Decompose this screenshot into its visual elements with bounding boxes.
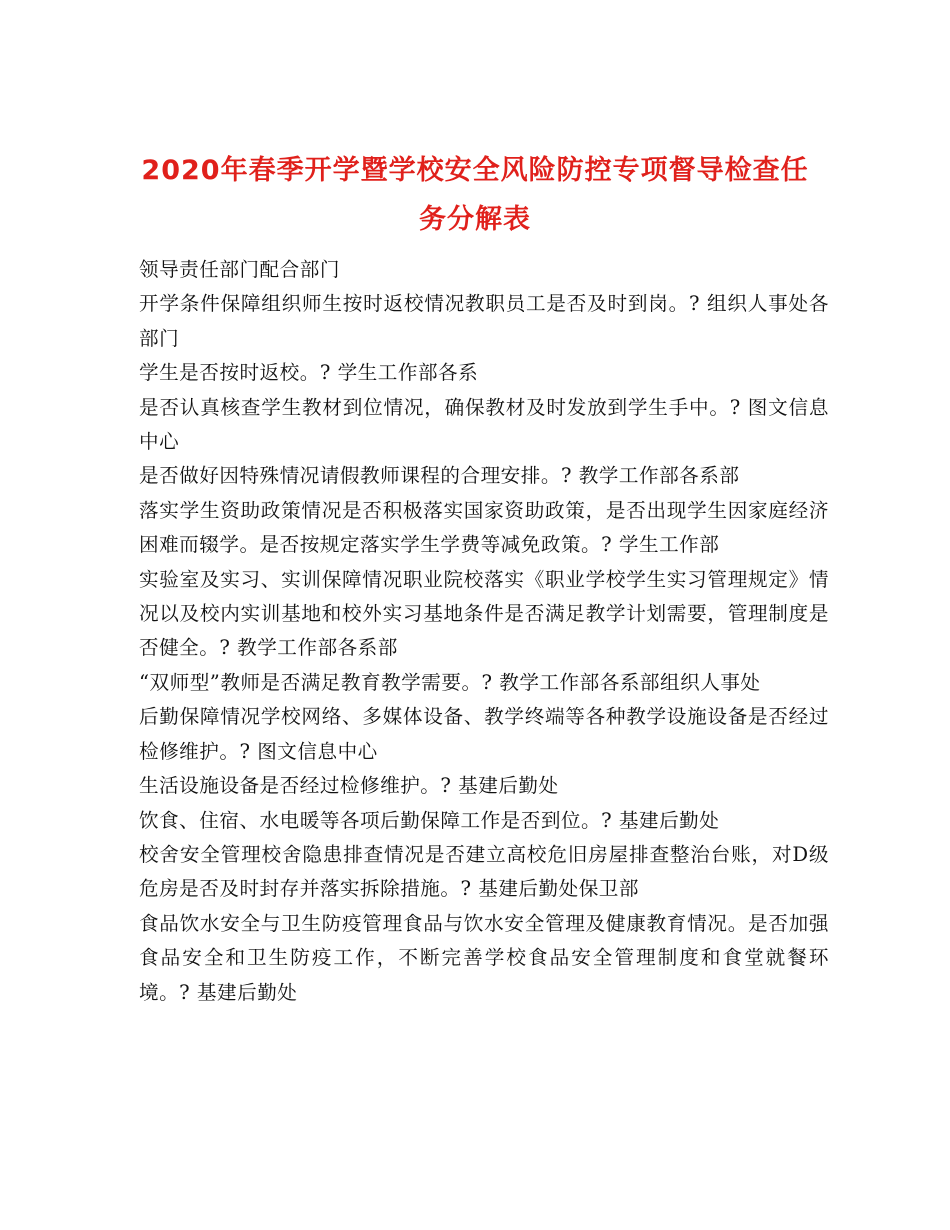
paragraph-logistics: 饮食、住宿、水电暖等各项后勤保障工作是否到位。? 基建后勤处: [139, 808, 720, 832]
document-body: [139, 253, 829, 1010]
title-line-1: 2020年春季开学暨学校安全风险防控专项督导检查任: [141, 155, 809, 187]
paragraph-building-safety: 校舍安全管理校舍隐患排查情况是否建立高校危旧房屋排查整治台账，对D级危房是否及时封存并落实拆除措施。? 基建后勤处保卫部: [139, 842, 829, 901]
document-title: [120, 146, 830, 244]
paragraph-living-facilities: 生活设施设备是否经过检修维护。? 基建后勤处: [139, 774, 559, 798]
paragraph-textbooks: 是否认真核查学生教材到位情况，确保教材及时发放到学生手中。? 图文信息中心: [139, 395, 829, 454]
paragraph-lab-training: 实验室及实习、实训保障情况职业院校落实《职业学校学生实习管理规定》情况以及校内实训基地和校外实习基地条件是否满足教学计划需要，管理制度是否健全。? 教学工作部各系部: [139, 567, 829, 660]
paragraph-dual-teachers: “双师型”教师是否满足教育教学需要。? 教学工作部各系部组织人事处: [139, 670, 761, 694]
title-line-2: 务分解表: [419, 204, 531, 236]
paragraph-student-aid: 落实学生资助政策情况是否积极落实国家资助政策，是否出现学生因家庭经济困难而辍学。是否按规定落实学生学费等减免政策。? 学生工作部: [139, 498, 829, 557]
paragraph-staff-arrival: 开学条件保障组织师生按时返校情况教职员工是否及时到岗。? 组织人事处各部门: [139, 292, 829, 350]
paragraph-header-row: 领导责任部门配合部门: [139, 258, 340, 281]
paragraph-student-return: 学生是否按时返校。? 学生工作部各系: [139, 361, 479, 385]
paragraph-food-safety: 食品饮水安全与卫生防疫管理食品与饮水安全管理及健康教育情况。是否加强食品安全和卫生防疫工作，不断完善学校食品安全管理制度和食堂就餐环境。? 基建后勤处: [139, 911, 829, 1004]
paragraph-course-arrangement: 是否做好因特殊情况请假教师课程的合理安排。? 教学工作部各系部: [139, 464, 740, 488]
paragraph-teaching-equipment: 后勤保障情况学校网络、多媒体设备、教学终端等各种教学设施设备是否经过检修维护。? 图文信息中心: [139, 705, 829, 763]
